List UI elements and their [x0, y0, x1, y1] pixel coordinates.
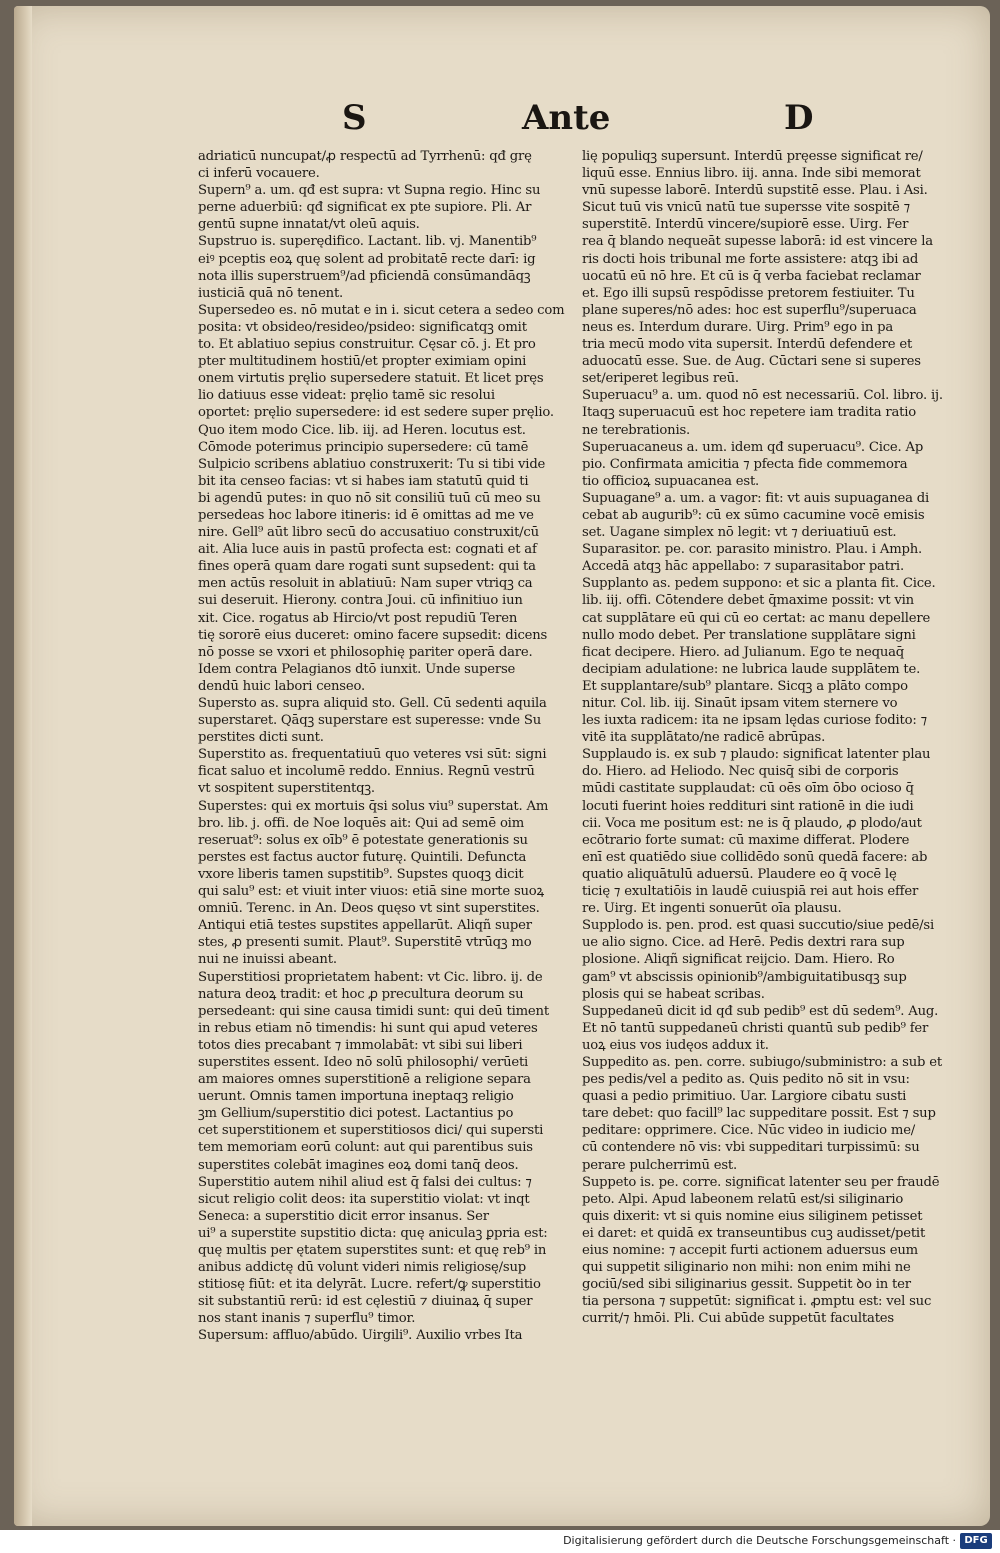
text-line: cii. Voca me positum est: ne is q̄ plaudo, ꝓ plodo/aut: [582, 815, 922, 831]
running-header: [14, 98, 990, 138]
text-line: xit. Cice. rogatus ab Hircio/vt post repudiū Teren: [198, 610, 518, 626]
text-line: stes, ꝓ presenti sumit̄. Plaut⁹. Superstitē vtrūqꝫ mo: [198, 935, 532, 951]
text-line: Superuacu⁹ a. um. quod nō est necessariū. Col. libro. ij.: [582, 388, 943, 404]
text-line: posita: vt obsideo/resideo/psideo: significatqꝫ omit: [198, 319, 527, 335]
text-line: Superstito as. frequentatiuū quo veteres vsi sūt: signi: [198, 747, 547, 763]
text-line: ci inferū vocauere.: [198, 166, 320, 182]
text-line: ficat decipere. Hiero. ad Julianum. Ego te nequaq̄: [582, 644, 905, 660]
text-line: Supersum: affluo/abūdo. Uirgili⁹. Auxilio vrbes Ita: [198, 1328, 523, 1344]
text-line: fines operā quam dare rogati sunt supsedent: qui ta: [198, 559, 536, 575]
text-line: dendū huic labori censeo.: [198, 678, 365, 694]
header-left-letter: S: [342, 98, 367, 138]
text-line: plosis qui se habeat scribas.: [582, 986, 765, 1002]
text-line: uocatū eū nō hre. Et cū is q̄ verba faciebat reclamar: [582, 268, 921, 284]
text-line: Seneca: a superstitio dicit̄ error insanus. Ser: [198, 1208, 489, 1224]
text-line: totos dies precabant̄ ⁊ immolabāt: vt sibi sui liberi: [198, 1037, 523, 1053]
text-line: Suppedito as. pen. corre. subiugo/subministro: a sub et: [582, 1054, 942, 1070]
text-line: Et nō tantū suppedaneū christi quantū sub pedib⁹ fer: [582, 1020, 929, 1036]
text-line: tia persona ⁊ suppetūt: significat i. ꝓmptu est: vel suc: [582, 1294, 932, 1310]
text-line: nitur. Col. lib. iij. Sinaūt ipsam vitem sternere vo: [582, 696, 898, 711]
text-line: neus es. Interdum durare. Uirg. Prim⁹ ego in pa: [582, 319, 894, 335]
text-line: peto. Alpi. Apud labeonem relatū est/si siliginario: [582, 1191, 904, 1207]
text-line: lib. iij. offi. Cōtendere debet q̄maxime possit: vt vin: [582, 593, 914, 609]
text-line: sit substantiū rerū: id est cęlestiū ⁊ diuinaꝝ q̄ super: [198, 1294, 533, 1310]
text-line: sui deseruit. Hierony. contra Joui. cū infinitiuo iun: [198, 593, 523, 609]
text-line: iusticiā quā nō tenent.: [198, 285, 344, 301]
text-line: natura deoꝝ tradit: et hoc ꝓ precultura deorum su: [198, 986, 524, 1002]
text-line: bit ita censeo facias: vt si habes iam statutū quid ti: [198, 473, 529, 489]
text-line: et. Ego illi supsū respōdisse pretorem festiuiter. Tu: [582, 285, 915, 301]
text-line: Itaqꝫ superuacuū est hoc repetere iam tradita ratio: [582, 405, 916, 421]
text-line: Suparasitor. pe. cor. parasito ministro. Plau. i Amph.: [582, 542, 923, 558]
text-line: peditare: opprimere. Cice. Nūc video in iudicio me/: [582, 1123, 916, 1139]
dfg-logo: DFG: [960, 1533, 992, 1549]
text-line: uerunt. Omnis tamen importuna ineptaqꝫ religio: [198, 1089, 514, 1105]
text-line: cū contendere nō vis: vbi suppeditari turpissimū: su: [582, 1140, 920, 1156]
text-line: Supplodo is. pen. prod. est quasi succutio/siue pedē/si: [582, 918, 935, 934]
left-text-column: [198, 148, 583, 1345]
text-line: mūdi castitate supplaudat: cū oēs oīm ōbo ocioso q̄: [582, 781, 914, 797]
text-line: qui suppetit siliginario non mihi: non enim mihi ne: [582, 1260, 911, 1276]
text-line: eius nomine: ⁊ accepit furti actionem aduersus eum: [582, 1243, 918, 1258]
text-line: quę multis per ętatem superstites sunt: et quę reb⁹ in: [198, 1243, 547, 1258]
text-line: nullo modo debet. Per translatione supplātare signi: [582, 627, 916, 643]
text-line: uoꝝ eius vos iudęos addux it.: [582, 1037, 769, 1053]
text-line: oportet: pręlio supersedere: id est sedere super pręlio.: [198, 405, 554, 421]
text-line: pio. Confirmata amicitia ⁊ pfecta fide commemora: [582, 456, 908, 472]
text-line: persedeant: qui sine causa timidi sunt: qui deū timent: [198, 1003, 549, 1019]
text-line: nire. Gell⁹ aūt libro secū do accusatiuo construxit/cū: [198, 525, 539, 541]
text-line: onem virtutis pręlio supersedere statuit. Et licet pręs: [198, 371, 544, 387]
text-line: Sulpicio scribens ablatiuo construxerit: Tu si tibi vide: [198, 456, 546, 472]
page-edge: [14, 6, 32, 1526]
text-line: Accedā atqꝫ hāc appellabo: ⁊ suparasitabor patri.: [582, 559, 904, 575]
text-line: nō posse se vxori et philosophię pariter operā dare.: [198, 644, 533, 660]
text-line: Cōmode poterimus principio supersedere: cū tamē: [198, 439, 529, 455]
text-line: to. Et ablatiuo sepius construitur. Cęsar cō. j. Et pro: [198, 337, 536, 353]
text-line: quatio aliquātulū aduersū. Plaudere eo q̄ vocē lę: [582, 866, 897, 882]
digitization-footer: [0, 1530, 1000, 1553]
text-line: Superstitiosi proprietatem habent: vt Cic. libro. ij. de: [198, 969, 543, 985]
text-line: vnū supesse laborē. Interdū supstitē esse. Plau. i Asi.: [582, 183, 928, 199]
text-line: Antiqui etiā testes supstites appellarūt. Aliqñ super: [198, 918, 532, 934]
text-line: Idem contra Pelagianos dtō iunxit. Unde superse: [198, 661, 516, 677]
text-line: Quo item modo Cice. lib. iij. ad Heren. locutus est.: [198, 422, 526, 438]
text-line: set. Uagane simplex nō legit̄: vt ⁊ deriuatiuū est.: [582, 525, 897, 541]
text-line: re. Uirg. Et ingenti sonuerūt oīa plausu.: [582, 901, 842, 917]
text-line: stitiosę fiūt: et ita delyrāt. Lucre. refert/ꝙ superstitio: [198, 1277, 541, 1293]
text-line: Supplaudo is. ex sub ⁊ plaudo: significat latenter plau: [582, 747, 931, 763]
text-line: perare pulcherrimū est.: [582, 1157, 738, 1173]
text-line: vt sospitent superstitentqꝫ.: [198, 781, 375, 797]
text-line: cat supplātare eū qui cū eo certat: ac manu depellere: [582, 610, 931, 626]
text-line: perstes est factus auctor futurę. Quintili. Defuncta: [198, 849, 527, 865]
text-line: tare debet: quo facill⁹ lac suppeditare possit. Est ⁊ sup: [582, 1106, 936, 1122]
text-line: plane superes/nō ades: hoc est superflu⁹/superuaca: [582, 302, 917, 318]
text-line: ui⁹ a superstite supstitio dicta: quę aniculaꝫ ꝑpria est:: [198, 1225, 548, 1241]
text-line: gentū supne innatat/vt oleū aquis.: [198, 217, 420, 233]
book-page: [14, 6, 990, 1526]
text-line: ei daret: et quidā ex transeuntibus cuꝫ audisset/petit: [582, 1225, 926, 1241]
text-line: tria mecū modo vita supersit. Interdū defendere et: [582, 337, 913, 353]
text-line: decipiam adulatione: ne lubrica laude supplātem te.: [582, 661, 921, 677]
text-line: anibus addictę dū volunt videri nimis religiosę/sup: [198, 1260, 527, 1276]
text-line: am maiores omnes superstitionē a religione separa: [198, 1072, 531, 1088]
text-line: nos stant inanis ⁊ superflu⁹ timor.: [198, 1311, 416, 1327]
text-line: in rebus etiam nō timendis: hi sunt qui apud veteres: [198, 1020, 538, 1036]
text-line: ne terebrationis.: [582, 422, 691, 438]
text-line: enī est quatiēdo siue collidēdo sonū quedā facere: ab: [582, 849, 928, 865]
text-line: men actūs resoluit in ablatiuū: Nam super vtriqꝫ ca: [198, 576, 533, 592]
text-line: Supuagane⁹ a. um. a vagor: fit: vt auis supuaganea di: [582, 490, 930, 506]
text-line: quasi a pedio primitiuo. Uar. Largiore cibatu susti: [582, 1089, 907, 1105]
text-line: persedeas hoc labore itineris: id ē omittas ad me ve: [198, 507, 534, 523]
text-line: ficat saluo et incolumē reddo. Ennius. Regnū vestrū: [198, 764, 535, 780]
text-line: eiꝰ pceptis eoꝝ quę solent ad probitatē recte darī: ig: [198, 251, 536, 267]
text-line: tio officioꝝ supuacanea est.: [582, 473, 760, 489]
text-line: nui ne inuissi abeant.: [198, 952, 337, 968]
text-line: lię populiqꝫ supersunt. Interdū pręesse significat re/: [582, 149, 923, 164]
text-line: superstaret. Qāqꝫ superstare est superesse: vnde Su: [198, 713, 541, 729]
text-line: Suppedaneū dicit̄ id qđ sub pedib⁹ est dū sedem⁹. Aug.: [582, 1003, 939, 1019]
text-line: adriaticū nuncupat̄/ꝓ respectū ad Tyrrhenū: qđ grę: [198, 149, 532, 164]
text-line: gociū/sed sibi siliginarius gessit. Suppetit ꝺo in ter: [582, 1277, 911, 1293]
text-line: bi agendū putes: in quo nō sit consiliū tuū cū meo su: [198, 490, 541, 506]
text-line: Et supplantare/sub⁹ plantare. Sicqꝫ a plāto compo: [582, 678, 908, 694]
text-line: Supersto as. supra aliquid sto. Gell. Cū sedenti aquila: [198, 696, 547, 711]
text-line: perne aduerbiū: qđ significat ex pte supiore. Pli. Ar: [198, 200, 532, 216]
text-line: cet superstitionem et superstitiosos dici/ qui supersti: [198, 1123, 544, 1139]
text-line: set/eriperet legibus reū.: [582, 371, 739, 387]
text-line: aduocatū esse. Sue. de Aug. Cūctari sene si superes: [582, 354, 921, 370]
text-line: ecōtrario forte sumat: cū maxime differat. Plodere: [582, 832, 910, 848]
text-line: ue alio signo. Cice. ad Herē. Pedis dextri rara sup: [582, 935, 905, 951]
text-line: ait. Alia luce auis in pastū profecta est: cognati et af: [198, 542, 537, 558]
text-line: Superuacaneus a. um. idem qđ superuacu⁹. Cice. Ap: [582, 439, 924, 455]
text-line: lio datiuus esse videat̄: pręlio tamē sic resolui: [198, 388, 495, 404]
text-line: plosione. Aliqñ significat reijcio. Dam. Hiero. Ro: [582, 952, 895, 968]
text-line: ꝫm Gellium/superstitio dici potest. Lactantius po: [198, 1106, 514, 1122]
text-line: reseruat⁹: solus ex oīb⁹ ē potestate generationis su: [198, 832, 528, 848]
right-text-column: [582, 148, 948, 1327]
text-line: quis dixerit: vt si quis nomine eius siliginem petisset: [582, 1208, 923, 1224]
header-right-letter: D: [784, 98, 814, 138]
text-line: Sicut tuū vis vnicū natū tue supersse vite sospitē ⁊: [582, 200, 910, 216]
text-line: Suppeto is. pe. corre. significat latenter seu per fraudē: [582, 1174, 940, 1190]
text-line: sicut religio colit deos: ita superstitio violat: vt inqt: [198, 1191, 530, 1207]
text-line: locuti fuerint hoies reddituri sint rationē in die iudi: [582, 798, 914, 814]
header-middle-word: Ante: [522, 98, 611, 138]
text-line: vitē ita supplātato/ne radicē abrūpas.: [582, 730, 826, 746]
text-line: bro. lib. j. offi. de Noe loquēs ait: Qui ad semē oim: [198, 815, 525, 831]
text-line: pes pedis/vel a pedito as. Quis pedito nō sit in vsu:: [582, 1072, 910, 1088]
text-line: perstites dicti sunt.: [198, 730, 324, 746]
text-line: rea q̄ blando nequeāt supesse laborā: id est vincere la: [582, 234, 933, 250]
text-line: currit/⁊ hmōi. Pli. Cui abūde suppetūt facultates: [582, 1311, 894, 1327]
text-line: qui salu⁹ est: et viuit inter viuos: etiā sine morte suoꝝ: [198, 884, 544, 900]
text-line: do. Hiero. ad Heliodo. Nec quisq̄ sibi de corporis: [582, 764, 899, 780]
text-line: Superstes: qui ex mortuis q̄si solus viu⁹ superstat. Am: [198, 798, 549, 814]
text-line: pter multitudinem hostiū/et propter eximiam opini: [198, 354, 527, 370]
text-line: cebat̄ ab augurib⁹: cū ex sūmo cacumine vocē emisis: [582, 507, 925, 523]
text-line: superstites essent. Ideo nō solū philosophi/ verūeti: [198, 1054, 529, 1070]
text-line: tem memoriam eorū colunt: aut qui parentibus suis: [198, 1140, 533, 1156]
text-line: gam⁹ vt abscissis opinionib⁹/ambiguitatibusqꝫ sup: [582, 969, 907, 985]
text-line: les iuxta radicem: ita ne ipsam lędas curiose fodito: ⁊: [582, 713, 927, 729]
text-line: vxore liberis tamen supstitib⁹. Supstes quoqꝫ dicit̄: [198, 866, 524, 882]
text-line: Supersedeo es. nō mutat e in i. sicut cetera a sedeo com: [198, 302, 565, 318]
text-line: Superstitio autem nihil aliud est q̄ falsi dei cultus: ⁊: [198, 1174, 532, 1190]
text-line: ticię ⁊ exultatiōis in laudē cuiuspiā rei aut hois effer: [582, 884, 919, 900]
text-line: Supern⁹ a. um. qđ est supra: vt Supna regio. Hinc su: [198, 183, 541, 199]
text-line: nota illis superstruem⁹/ad pficiendā consūmandāqꝫ: [198, 268, 531, 284]
text-line: superstitē. Interdū vincere/supiorē esse. Uirg. Fer: [582, 217, 909, 233]
text-line: liquū esse. Ennius libro. iij. anna. Inde sibi memorat: [582, 166, 921, 182]
text-line: tię sororē eius duceret: omino facere supsedit: dicens: [198, 627, 548, 643]
text-line: omniū. Terenc. in An. Deos quęso vt sint superstites.: [198, 901, 540, 917]
text-line: ris docti hois tribunal me forte assistere: atqꝫ ibi ad: [582, 251, 919, 267]
text-line: Supstruo is. superędifico. Lactant. lib. vj. Manentib⁹: [198, 234, 537, 250]
funding-notice: Digitalisierung gefördert durch die Deutsche Forschungsgemeinschaft ·: [563, 1534, 956, 1547]
text-line: superstites colebāt imagines eoꝝ domi tanq̄ deos.: [198, 1157, 519, 1173]
text-line: Supplanto as. pedem suppono: et sic a planta fit. Cice.: [582, 576, 936, 592]
